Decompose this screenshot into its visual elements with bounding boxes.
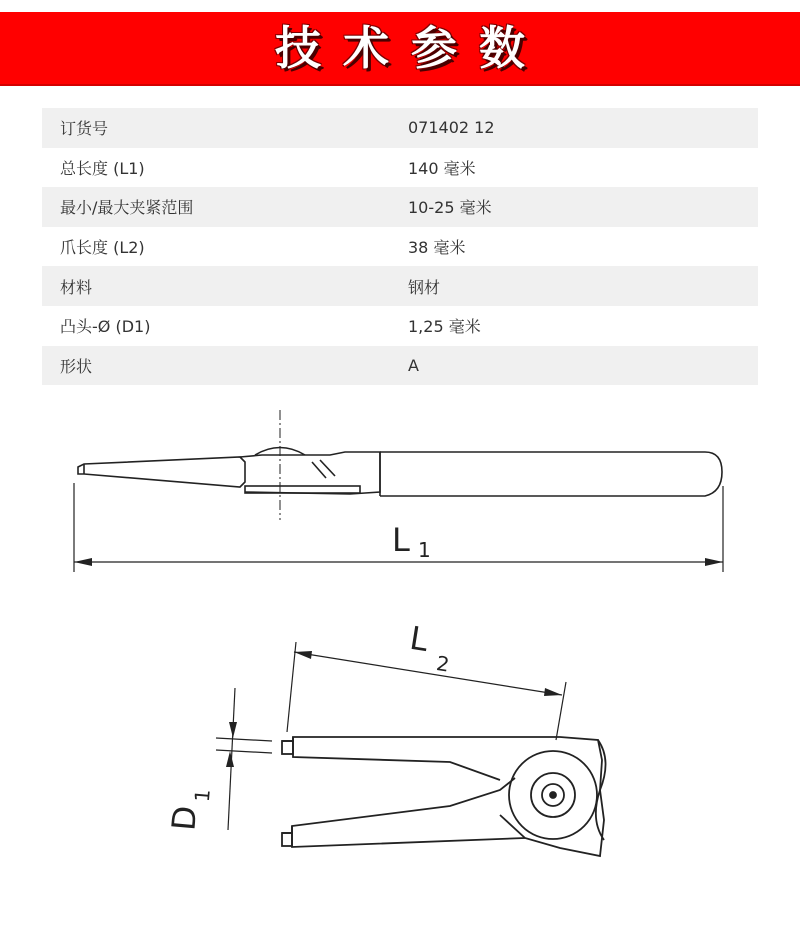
l1-label: L	[392, 521, 410, 559]
spec-row	[42, 266, 758, 306]
spec-value: 钢材	[408, 277, 441, 297]
spec-row	[42, 227, 758, 267]
spec-value: 1,25 毫米	[408, 317, 481, 337]
spec-row	[42, 187, 758, 227]
d1-subscript: 1	[189, 788, 215, 803]
spec-label: 订货号	[60, 119, 109, 139]
pliers-side-view-drawing	[0, 400, 800, 590]
spec-value: 10-25 毫米	[408, 198, 492, 218]
spec-label: 爪长度 (L2)	[60, 238, 145, 258]
spec-value: A	[408, 355, 419, 375]
jaw-detail-drawing	[0, 610, 800, 880]
spec-label: 总长度 (L1)	[60, 158, 145, 178]
spec-row	[42, 108, 758, 148]
spec-table	[42, 108, 758, 385]
spec-label: 形状	[60, 356, 93, 376]
l2-label: L	[407, 618, 431, 660]
spec-value: 140 毫米	[408, 158, 476, 178]
banner-title: 技术参数	[275, 21, 547, 75]
spec-label: 凸头-Ø (D1)	[60, 317, 151, 337]
spec-row	[42, 346, 758, 386]
l2-subscript: 2	[434, 651, 452, 677]
spec-value: 38 毫米	[408, 238, 466, 258]
header-banner	[0, 12, 800, 86]
spec-label: 最小/最大夹紧范围	[60, 198, 194, 218]
d1-label: D	[164, 804, 205, 833]
spec-label: 材料	[60, 277, 93, 297]
spec-row	[42, 306, 758, 346]
spec-row	[42, 148, 758, 188]
l1-subscript: 1	[418, 538, 431, 562]
spec-value: 071402 12	[408, 118, 495, 138]
